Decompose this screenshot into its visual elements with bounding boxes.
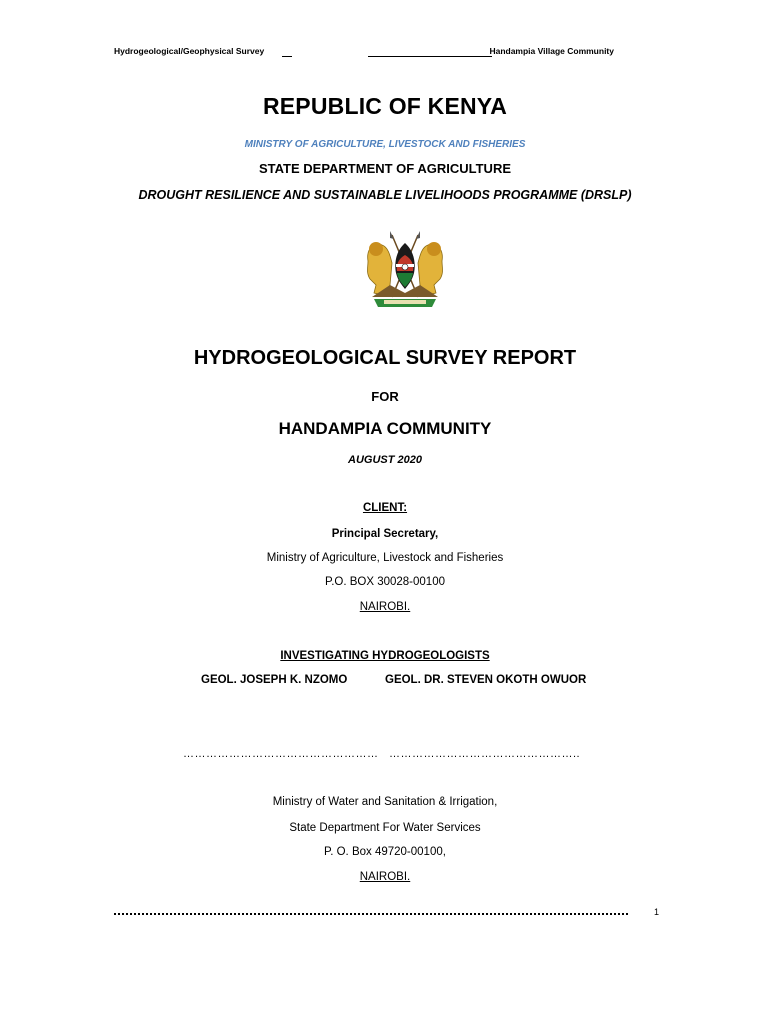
investigators-label: INVESTIGATING HYDROGEOLOGISTS bbox=[280, 650, 490, 662]
programme-name: DROUGHT RESILIENCE AND SUSTAINABLE LIVELIHOODS PROGRAMME (DRSLP) bbox=[138, 188, 632, 202]
report-date: AUGUST 2020 bbox=[348, 454, 422, 466]
page-number: 1 bbox=[654, 907, 660, 917]
header-right-text: Handampia Village Community bbox=[489, 46, 614, 56]
department-name: STATE DEPARTMENT OF AGRICULTURE bbox=[258, 161, 512, 176]
header-left-text: Hydrogeological/Geophysical Survey bbox=[114, 46, 265, 56]
client-city: NAIROBI. bbox=[359, 601, 411, 613]
community-name: HANDAMPIA COMMUNITY bbox=[278, 419, 492, 438]
report-heading: HYDROGEOLOGICAL SURVEY REPORT bbox=[193, 347, 577, 369]
footer-rule bbox=[114, 913, 628, 915]
header-rule bbox=[368, 56, 492, 57]
running-header bbox=[114, 46, 614, 60]
investigator-name: GEOL. JOSEPH K. NZOMO bbox=[201, 674, 348, 686]
client-label: CLIENT: bbox=[362, 502, 408, 514]
address-ministry: Ministry of Water and Sanitation & Irrigation, bbox=[272, 796, 498, 808]
address-po-box: P. O. Box 49720-00100, bbox=[324, 846, 446, 858]
signature-line: …………………………………………… bbox=[183, 748, 379, 760]
address-department: State Department For Water Services bbox=[289, 822, 481, 834]
client-organization: Ministry of Agriculture, Livestock and Fisheries bbox=[266, 552, 504, 564]
signature-line: ………………………………………….. bbox=[389, 748, 581, 760]
investigator-name: GEOL. DR. STEVEN OKOTH OWUOR bbox=[385, 674, 587, 686]
country-title: REPUBLIC OF KENYA bbox=[262, 93, 508, 119]
for-label: FOR bbox=[371, 389, 399, 404]
kenya-coat-of-arms-icon bbox=[362, 227, 448, 311]
client-name: Principal Secretary, bbox=[331, 528, 439, 540]
address-city: NAIROBI. bbox=[359, 871, 411, 883]
header-rule bbox=[282, 56, 292, 57]
ministry-name: MINISTRY OF AGRICULTURE, LIVESTOCK AND FISHERIES bbox=[244, 139, 526, 150]
client-po-box: P.O. BOX 30028-00100 bbox=[325, 576, 445, 588]
